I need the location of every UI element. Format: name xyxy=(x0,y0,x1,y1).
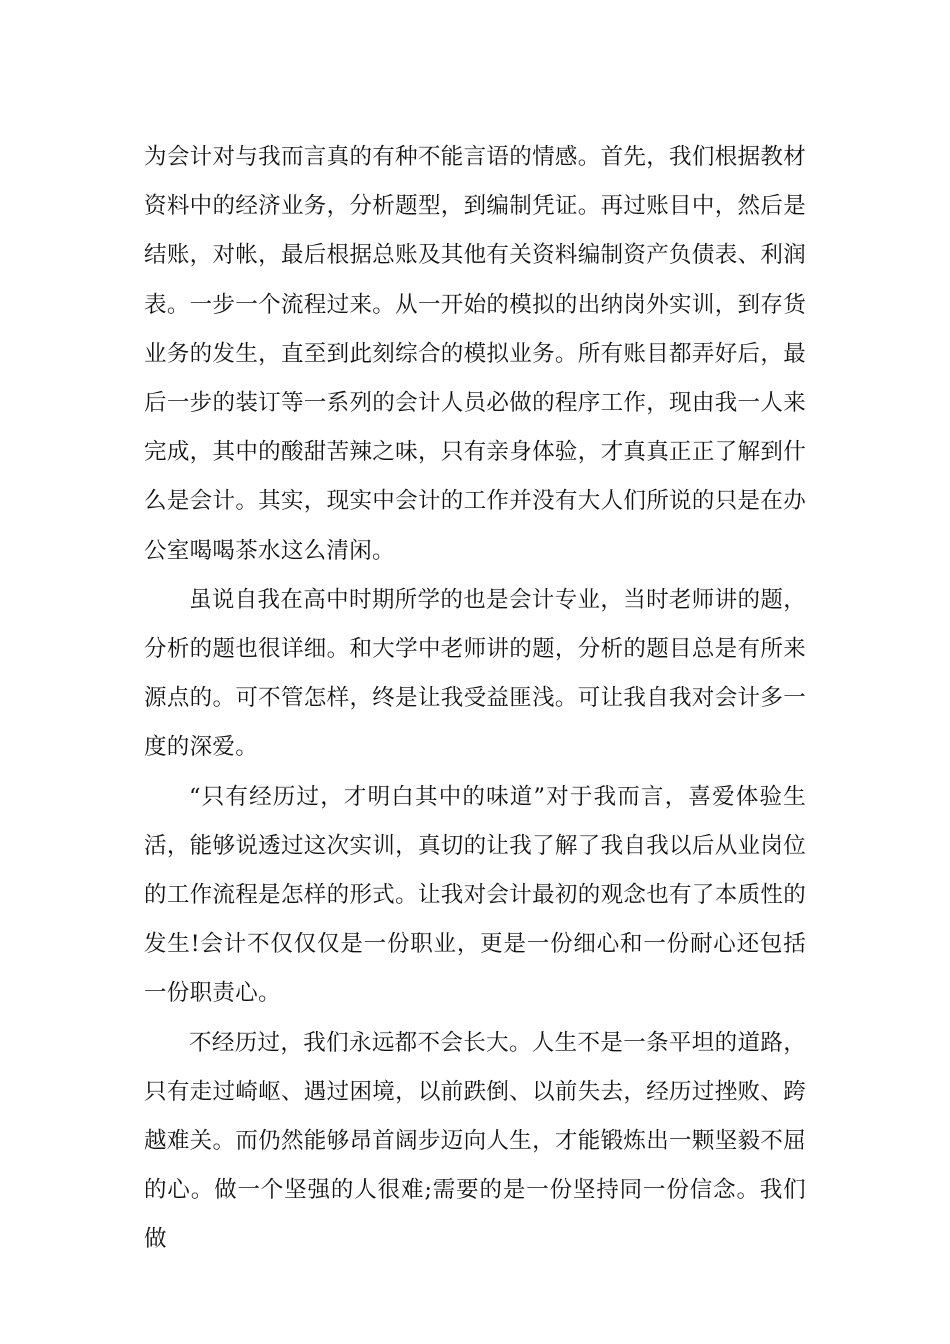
paragraph-2: 虽说自我在高中时期所学的也是会计专业，当时老师讲的题，分析的题也很详细。和大学中老师讲的题，分析的题目总是有所来源点的。可不管怎样，终是让我受益匪浅。可让我自我对会计多一度的深爱。 xyxy=(144,586,806,761)
paragraph-4: 不经历过，我们永远都不会长大。人生不是一条平坦的道路，只有走过崎岖、遇过困境，以前跌倒、以前失去，经历过挫败、跨越难关。而仍然能够昂首阔步迈向人生，才能锻炼出一颗坚毅不屈的心。做一个坚强的人很难;需要的是一份坚持同一份信念。我们做 xyxy=(144,1029,806,1253)
paragraph-3: “只有经历过，才明白其中的味道”对于我而言，喜爱体验生活，能够说透过这次实训，真切的让我了解了我自我以后从业岗位的工作流程是怎样的形式。让我对会计最初的观念也有了本质性的发生!会计不仅仅仅是一份职业，更是一份细心和一份耐心还包括一份职责心。 xyxy=(144,783,806,1007)
document-body xyxy=(144,133,806,1265)
paragraph-1: 为会计对与我而言真的有种不能言语的情感。首先，我们根据教材资料中的经济业务，分析题型，到编制凭证。再过账目中，然后是结账，对帐，最后根据总账及其他有关资料编制资产负债表、利润表。一步一个流程过来。从一开始的模拟的出纳岗外实训，到存货业务的发生，直至到此刻综合的模拟业务。所有账目都弄好后，最后一步的装订等一系列的会计人员必做的程序工作，现由我一人来完成，其中的酸甜苦辣之味，只有亲身体验，才真真正正了解到什么是会计。其实，现实中会计的工作并没有大人们所说的只是在办公室喝喝茶水这么清闲。 xyxy=(144,144,806,564)
